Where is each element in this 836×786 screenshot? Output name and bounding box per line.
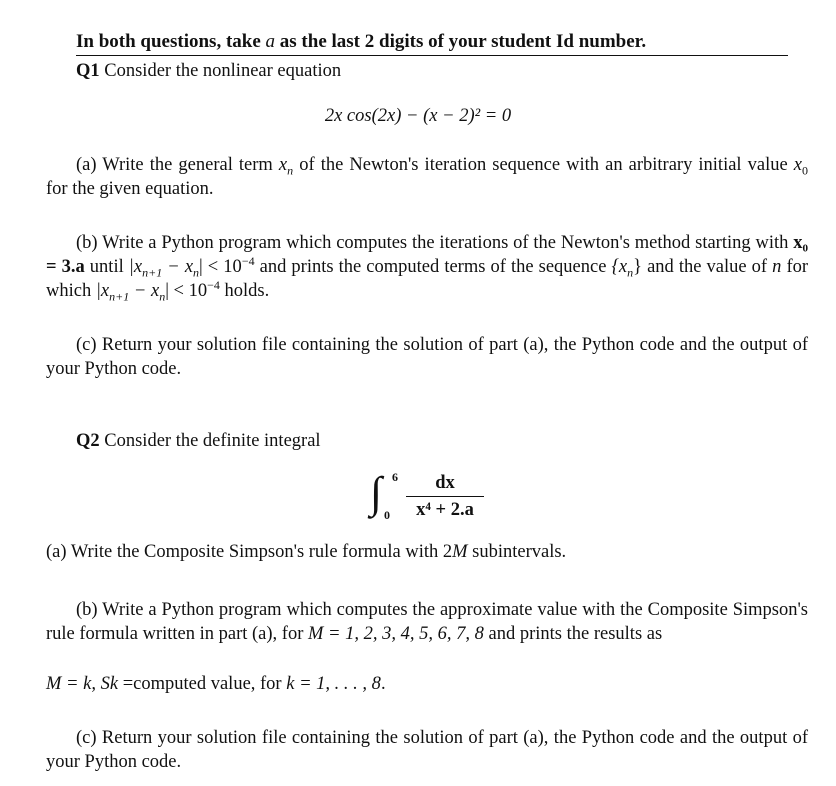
q1-part-c: (c) Return your solution file containing the solution of part (a), the Python code and the output of your Python code. [46, 335, 808, 379]
integral-upper-limit: 6 [392, 470, 398, 484]
instruction-text-start: In both questions, take [76, 31, 266, 52]
q1-equation: 2x cos(2x) − (x − 2)² = 0 [324, 106, 512, 126]
q2-part-c: (c) Return your solution file containing the solution of part (a), the Python code and the output of your Python code. [46, 728, 808, 772]
integrand-denominator: x⁴ + 2.a [416, 500, 474, 520]
q1-label: Q1 [76, 61, 100, 81]
instruction-variable: a [265, 31, 276, 52]
instruction-text-end: as the last 2 digits of your student Id number. [275, 31, 647, 52]
integrand-numerator: dx [406, 472, 484, 497]
q1-intro-text: Consider the nonlinear equation [99, 61, 342, 81]
q2-part-b: (b) Write a Python program which computes the approximate value with the Composite Simpson's rule formula written in part (a), for M = 1, 2, 3, 4, 5, 6, 7, 8 and prints the results as [46, 600, 808, 644]
m-values: M = 1, 2, 3, 4, 5, 6, 7, 8 [307, 624, 484, 644]
q1-part-a: (a) Write the general term $x_n$ of the Newton's iteration sequence with an arbitrary initial value $x_0$ for the given equation. [46, 155, 809, 199]
q2-part-a: (a) Write the Composite Simpson's rule formula with 2M subintervals. [46, 542, 567, 562]
q2-intro-text: Consider the definite integral [99, 431, 321, 451]
q1-intro [76, 59, 836, 83]
q2-intro [76, 429, 836, 453]
q1-part-b: (b) Write a Python program which computes the iterations of the Newton's method starting with x₀ = 3.a until $|x_{n+1} - x_n| < 10^{-4}$ and prints the computed terms of the sequence $\{x_n\}$ and the value of n for which $|x_{n+1} - x_n| < 10^{-4}$ holds. [46, 233, 809, 304]
start-value: x₀ = 3.a [46, 233, 808, 277]
integral-sign: ∫ [370, 468, 383, 517]
integral-lower-limit: 0 [384, 508, 390, 522]
q2-label: Q2 [76, 431, 100, 451]
q2-part-b-output-format: M = k, Sk =computed value, for k = 1, . . . , 8. [46, 674, 386, 694]
q2-integral [370, 468, 490, 528]
integrand-fraction [406, 472, 484, 521]
instructions-heading [76, 30, 788, 56]
